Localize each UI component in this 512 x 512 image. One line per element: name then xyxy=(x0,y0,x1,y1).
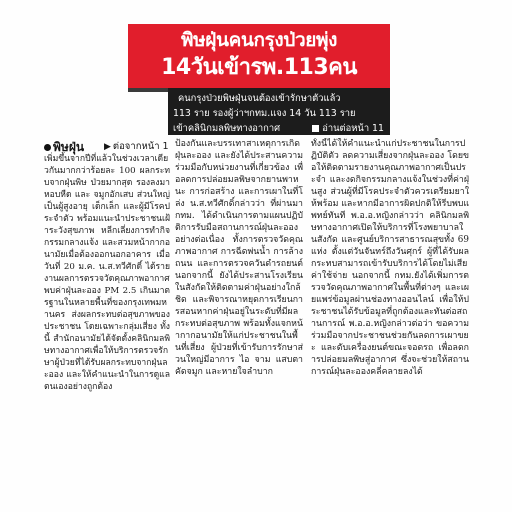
subheadline-line-2: 113 ราย รองผู้ว่าฯกทม.แจง 14 วัน 113 ราย xyxy=(173,108,356,119)
continued-label: อ่านต่อหน้า 11 xyxy=(322,123,384,134)
byline-name-text: พิษฝุ่น xyxy=(53,140,85,154)
headline-line-1: พิษฝุ่นคนกรุงป่วยพุ่ง xyxy=(181,29,337,51)
continued-from xyxy=(104,139,169,154)
headline-line-2: 14วันเข้ารพ.113คน xyxy=(161,55,357,80)
article-column-1 xyxy=(44,138,170,512)
byline-name xyxy=(44,138,84,157)
continued-from-label: ต่อจากหน้า 1 xyxy=(112,141,169,152)
subheadline-line-1: คนกรุงป่วยพิษฝุ่นจนต้องเข้ารักษาตัวแล้ว xyxy=(178,93,341,104)
column-3-text: ทั้งนี้ได้ให้คำแนะนำแก่ประชาชนในการปฏิบัติตัว ลดความเสี่ยงจากฝุ่นละออง โดยขอให้ติดตามรายงานคุณภาพอากาศเป็นประจำ และงดกิจกรรมกลางแจ้งในช่วงที่ค่าฝุ่นสูง ส่วนผู้ที่มีโรคประจำตัวควรเตรียมยาให้พร้อม และหากมีอาการผิดปกติให้รีบพบแพทย์ทันที พ.อ.อ.หญิงกล่าวว่า คลินิกมลพิษทางอากาศเปิดให้บริการที่โรงพยาบาลในสังกัด และศูนย์บริการสาธารณสุขทั้ง 69 แห่ง ตั้งแต่วันจันทร์ถึงวันศุกร์ ผู้ที่ได้รับผลกระทบสามารถเข้ารับบริการได้โดยไม่เสียค่าใช้จ่าย นอกจากนี้ กทม.ยังได้เพิ่มการตรวจวัดคุณภาพอากาศในพื้นที่ต่างๆ และเผยแพร่ข้อมูลผ่านช่องทางออนไลน์ เพื่อให้ประชาชนได้รับข้อมูลที่ถูกต้องและทันต่อสถานการณ์ พ.อ.อ.หญิงกล่าวต่อว่า ขอความร่วมมือจากประชาชนช่วยกันลดการเผาขยะ และดับเครื่องยนต์ขณะจอดรถ เพื่อลดการปล่อยมลพิษสู่อากาศ ซึ่งจะช่วยให้สถานการณ์ฝุ่นละอองคลี่คลายลงได้ xyxy=(311,139,469,377)
column-2-text: ป้องกันและบรรเทาสาเหตุการเกิดฝุ่นละออง และยังได้ประสานความร่วมมือกับหน่วยงานที่เกี่ยวข้อง เพื่อลดการปล่อยมลพิษจากยานพาหนะ การก่อสร้าง และการเผาในที่โล่ง น.ส.ทวีศักดิ์กล่าวว่า ที่ผ่านมากทม. ได้ดำเนินการตามแผนปฏิบัติการรับมือสถานการณ์ฝุ่นละอองอย่างต่อเนื่อง ทั้งการตรวจวัดคุณภาพอากาศ การฉีดพ่นน้ำ การล้างถนน และการตรวจควันดำรถยนต์ นอกจากนี้ ยังได้ประสานโรงเรียนในสังกัดให้ติดตามค่าฝุ่นอย่างใกล้ชิด และพิจารณาหยุดการเรียนการสอนหากค่าฝุ่นอยู่ในระดับที่มีผลกระทบต่อสุขภาพ พร้อมทั้งแจกหน้ากากอนามัยให้แก่ประชาชนในพื้นที่เสี่ยง ผู้ป่วยที่เข้ารับการรักษาส่วนใหญ่มีอาการ ไอ จาม แสบตา คัดจมูก และหายใจลำบาก xyxy=(175,139,303,377)
square-bullet-icon xyxy=(312,125,319,132)
subheadline-line-3: เข้าคลินิกมลพิษทางอากาศ xyxy=(173,123,281,134)
article-column-3 xyxy=(311,138,469,512)
column-1-text: เพิ่มขึ้นจากปีที่แล้วในช่วงเวลาเดียวกันมากกว่าร้อยละ 100 ผลกระทบจากฝุ่นพิษ ป่วยมากสุด รองลงมา หอบหืด และ จมูกอักเสบ ส่วนใหญ่เป็นผู้สูงอายุ เด็กเล็ก และผู้มีโรคประจำตัว พร้อมแนะนำประชาชนเฝ้าระวังสุขภาพ หลีกเลี่ยงการทำกิจกรรมกลางแจ้ง และสวมหน้ากากอนามัยเมื่อต้องออกนอกอาคาร เมื่อวันที่ 20 ม.ค. น.ส.ทวีศักดิ์ ได้รายงานผลการตรวจวัดคุณภาพอากาศ พบค่าฝุ่นละออง PM 2.5 เกินมาตรฐานในหลายพื้นที่ของกรุงเทพมหานคร ส่งผลกระทบต่อสุขภาพของประชาชน โดยเฉพาะกลุ่มเสี่ยง ทั้งนี้ สำนักอนามัยได้จัดตั้งคลินิกมลพิษทางอากาศเพื่อให้บริการตรวจรักษาผู้ป่วยที่ได้รับผลกระทบจากฝุ่นละออง และให้คำแนะนำในการดูแลตนเองอย่างถูกต้อง xyxy=(44,154,170,392)
byline xyxy=(44,138,170,153)
continued-on-page xyxy=(312,121,384,136)
arrow-right-icon: ▶ xyxy=(104,142,111,152)
headline-banner xyxy=(128,24,390,92)
bullet-icon xyxy=(44,144,51,151)
article-column-2 xyxy=(175,138,303,512)
subheadline-box xyxy=(168,88,390,135)
